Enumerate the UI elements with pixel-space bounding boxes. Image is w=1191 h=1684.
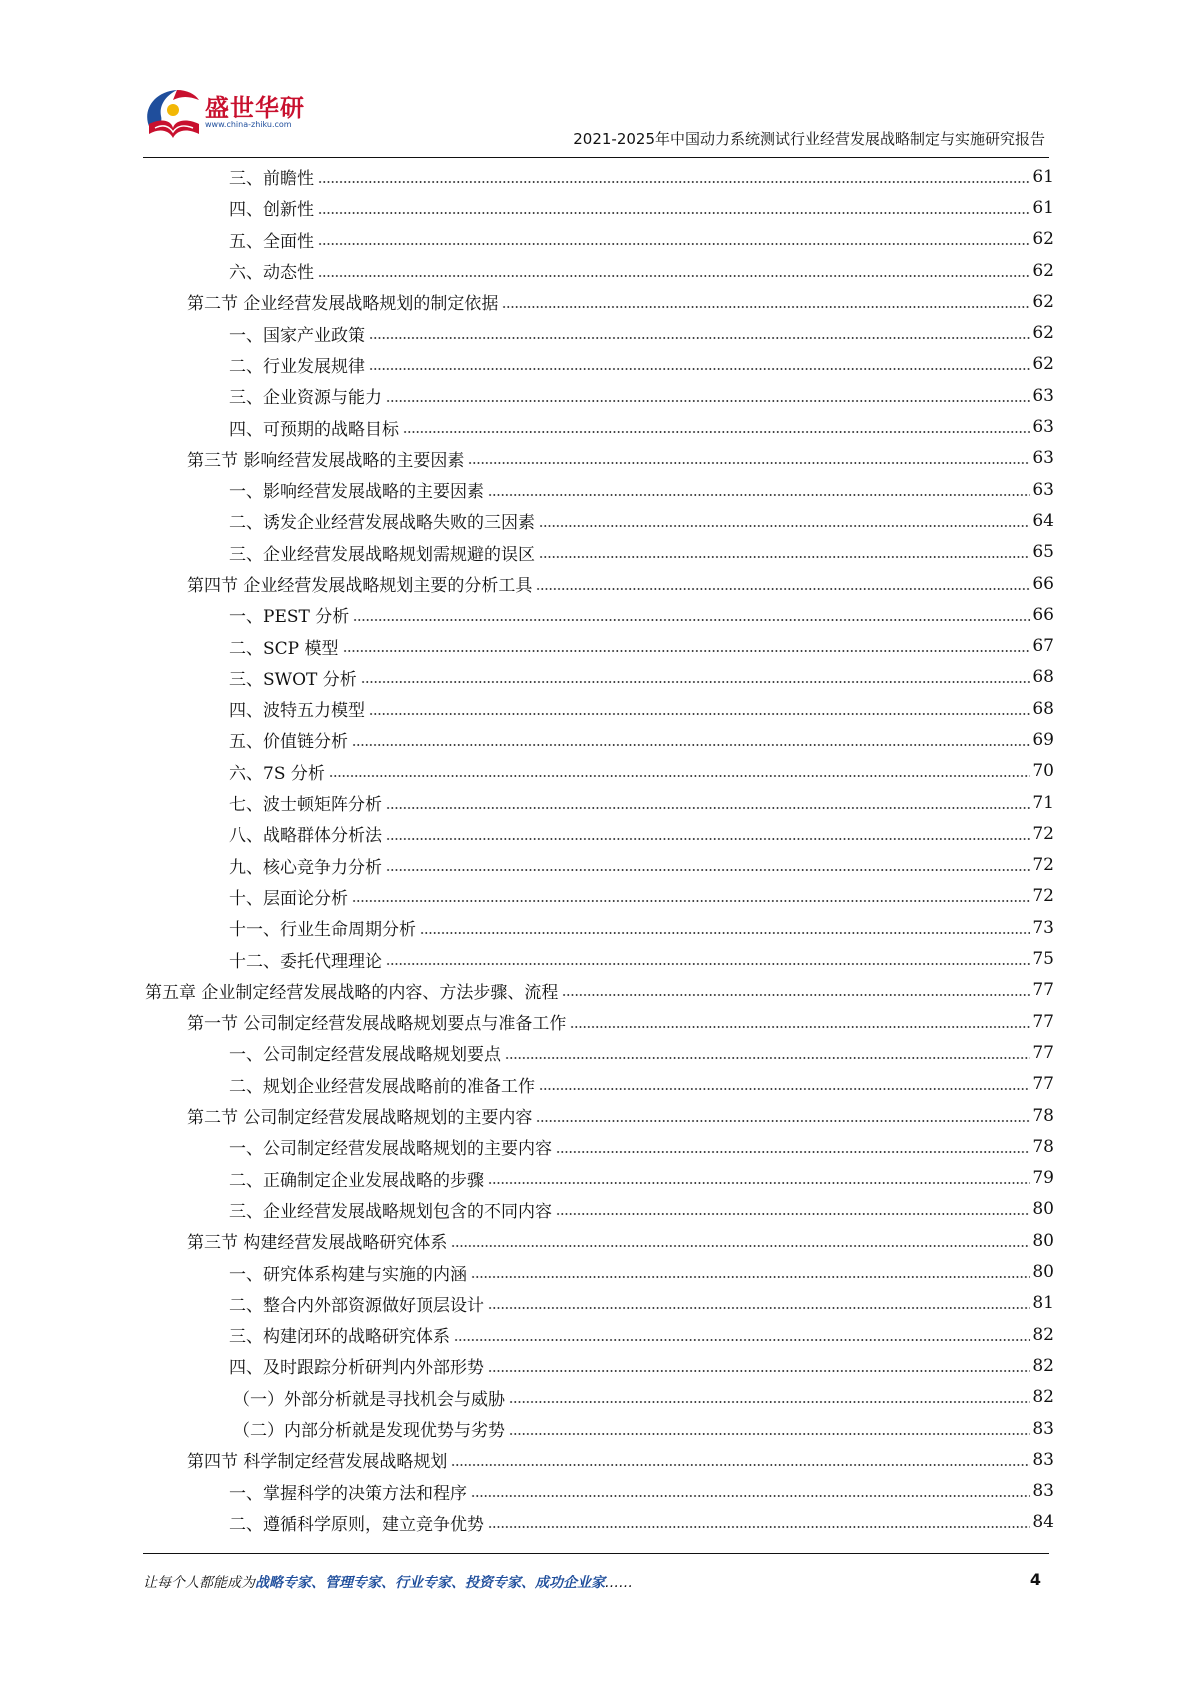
toc-entry-page: 83 <box>1032 1418 1054 1439</box>
toc-dot-leader <box>488 494 1030 496</box>
toc-dot-leader <box>318 275 1030 277</box>
toc-entry-title: 四、可预期的战略目标 <box>229 419 399 440</box>
toc-entry[interactable] <box>0 1194 1191 1225</box>
toc-dot-leader <box>454 1339 1030 1341</box>
toc-entry-title: 十、层面论分析 <box>229 888 348 909</box>
toc-entry[interactable] <box>0 787 1191 818</box>
toc-dot-leader <box>403 431 1030 433</box>
toc-entry-title: 五、价值链分析 <box>229 732 348 753</box>
toc-entry-page: 81 <box>1032 1293 1054 1314</box>
toc-dot-leader <box>352 744 1030 746</box>
toc-entry[interactable] <box>0 505 1191 536</box>
toc-entry-page: 77 <box>1032 1011 1054 1032</box>
toc-dot-leader <box>539 1088 1030 1090</box>
toc-entry-page: 63 <box>1032 385 1054 406</box>
toc-entry-page: 63 <box>1032 417 1054 438</box>
toc-dot-leader <box>556 1151 1030 1153</box>
toc-entry[interactable] <box>0 443 1191 474</box>
toc-entry-title: 一、影响经营发展战略的主要因素 <box>229 482 484 503</box>
toc-entry[interactable] <box>0 630 1191 661</box>
page-header <box>0 0 1191 160</box>
toc-entry[interactable] <box>0 1319 1191 1350</box>
toc-entry-page: 64 <box>1032 510 1054 531</box>
toc-entry[interactable] <box>0 317 1191 348</box>
toc-entry-title: 第四节 企业经营发展战略规划主要的分析工具 <box>187 576 533 596</box>
toc-entry[interactable] <box>0 1507 1191 1538</box>
toc-dot-leader <box>329 775 1030 777</box>
toc-entry[interactable] <box>0 568 1191 599</box>
toc-entry-page: 82 <box>1032 1387 1054 1408</box>
toc-entry-page: 66 <box>1032 604 1054 625</box>
toc-entry-page: 80 <box>1032 1230 1054 1251</box>
toc-dot-leader <box>488 1526 1030 1528</box>
toc-entry-title: 六、动态性 <box>229 263 314 284</box>
toc-entry-page: 71 <box>1032 792 1054 813</box>
toc-dot-leader <box>505 1057 1030 1059</box>
toc-dot-leader <box>471 1495 1030 1497</box>
toc-dot-leader <box>386 400 1030 402</box>
toc-entry-title: 七、波士顿矩阵分析 <box>229 795 382 816</box>
toc-entry-page: 62 <box>1032 354 1054 375</box>
toc-entry-page: 68 <box>1032 698 1054 719</box>
toc-entry[interactable] <box>0 286 1191 317</box>
toc-dot-leader <box>536 588 1030 590</box>
toc-dot-leader <box>361 681 1031 683</box>
toc-entry-page: 78 <box>1032 1136 1054 1157</box>
toc-entry[interactable] <box>0 756 1191 787</box>
toc-dot-leader <box>369 713 1030 715</box>
toc-dot-leader <box>556 1213 1030 1215</box>
toc-entry-title: 二、正确制定企业发展战略的步骤 <box>229 1170 484 1191</box>
toc-entry[interactable] <box>0 1444 1191 1475</box>
toc-entry[interactable] <box>0 1413 1191 1444</box>
toc-entry[interactable] <box>0 1225 1191 1256</box>
toc-entry-title: 三、前瞻性 <box>229 169 314 190</box>
toc-entry[interactable] <box>0 1382 1191 1413</box>
toc-entry-title: 三、企业经营发展战略规划需规避的误区 <box>229 544 535 565</box>
toc-entry[interactable] <box>0 1100 1191 1131</box>
brand-name: 盛世华研 <box>205 94 305 122</box>
toc-dot-leader <box>420 932 1030 934</box>
toc-entry-title: 第三节 构建经营发展战略研究体系 <box>187 1233 448 1254</box>
toc-dot-leader <box>509 1433 1030 1435</box>
toc-entry[interactable] <box>0 380 1191 411</box>
toc-entry-title: 四、创新性 <box>229 200 314 221</box>
toc-dot-leader <box>471 1276 1030 1278</box>
toc-entry-page: 72 <box>1032 823 1054 844</box>
toc-dot-leader <box>562 994 1030 996</box>
toc-entry[interactable] <box>0 192 1191 223</box>
toc-entry-title: 三、企业资源与能力 <box>229 388 382 409</box>
toc-entry-page: 77 <box>1032 1042 1054 1063</box>
toc-entry[interactable] <box>0 1069 1191 1100</box>
toc-entry-title: 四、波特五力模型 <box>229 701 365 722</box>
toc-entry-title: 三、构建闭环的战略研究体系 <box>229 1327 450 1348</box>
toc-entry[interactable] <box>0 693 1191 724</box>
toc-dot-leader <box>386 869 1030 871</box>
toc-entry[interactable] <box>0 818 1191 849</box>
toc-entry-title: 第二节 公司制定经营发展战略规划的主要内容 <box>187 1108 533 1129</box>
toc-entry[interactable] <box>0 224 1191 255</box>
toc-entry[interactable] <box>0 599 1191 630</box>
toc-entry-title: 一、国家产业政策 <box>229 325 365 346</box>
toc-entry-title: 四、及时跟踪分析研判内外部形势 <box>229 1358 484 1379</box>
toc-dot-leader <box>352 900 1030 902</box>
toc-entry-page: 75 <box>1032 949 1054 970</box>
toc-entry[interactable] <box>0 881 1191 912</box>
toc-entry-title: 一、PEST 分析 <box>229 607 350 628</box>
toc-entry-page: 62 <box>1032 229 1054 250</box>
toc-entry-title: 二、SCP 模型 <box>229 638 339 659</box>
toc-entry-title: 三、SWOT 分析 <box>229 669 357 690</box>
toc-entry-page: 63 <box>1032 479 1054 500</box>
toc-entry-page: 66 <box>1032 573 1054 594</box>
report-title: 2021-2025年中国动力系统测试行业经营发展战略制定与实施研究报告 <box>573 130 1045 148</box>
toc-dot-leader <box>451 1245 1030 1247</box>
toc-entry-page: 80 <box>1032 1199 1054 1220</box>
table-of-contents <box>0 161 1191 1538</box>
toc-dot-leader <box>468 462 1030 464</box>
footer-slogan <box>143 1572 633 1592</box>
toc-entry[interactable] <box>0 349 1191 380</box>
page-number: 4 <box>1029 1570 1041 1589</box>
toc-entry-page: 62 <box>1032 260 1054 281</box>
header-divider <box>143 157 1049 158</box>
book-swoosh-icon <box>143 84 203 146</box>
toc-entry-title: 二、规划企业经营发展战略前的准备工作 <box>229 1076 535 1097</box>
toc-dot-leader <box>451 1464 1030 1466</box>
toc-entry-page: 83 <box>1032 1449 1054 1470</box>
toc-dot-leader <box>488 1307 1030 1309</box>
toc-entry-title: 十二、委托代理理论 <box>229 951 382 972</box>
toc-entry[interactable] <box>0 1163 1191 1194</box>
toc-dot-leader <box>369 368 1030 370</box>
toc-entry-page: 70 <box>1032 761 1054 782</box>
toc-entry-page: 77 <box>1032 1074 1054 1095</box>
toc-entry-title: 三、企业经营发展战略规划包含的不同内容 <box>229 1201 552 1222</box>
toc-dot-leader <box>539 556 1030 558</box>
toc-entry-title: 二、整合内外部资源做好顶层设计 <box>229 1295 484 1316</box>
toc-entry-page: 68 <box>1032 667 1054 688</box>
toc-dot-leader <box>318 212 1030 214</box>
toc-entry-page: 65 <box>1032 542 1054 563</box>
toc-dot-leader <box>318 243 1030 245</box>
brand-logo <box>143 84 318 148</box>
toc-entry-page: 62 <box>1032 291 1054 312</box>
toc-dot-leader <box>386 963 1030 965</box>
toc-entry[interactable] <box>0 411 1191 442</box>
toc-dot-leader <box>353 619 1030 621</box>
footer-divider <box>143 1553 1049 1554</box>
toc-entry-page: 80 <box>1032 1262 1054 1283</box>
toc-entry-page: 79 <box>1032 1168 1054 1189</box>
toc-dot-leader <box>343 650 1031 652</box>
toc-entry-title: （一）外部分析就是寻找机会与威胁 <box>233 1389 505 1410</box>
toc-entry[interactable] <box>0 1131 1191 1162</box>
toc-entry-page: 72 <box>1032 855 1054 876</box>
toc-entry[interactable] <box>0 537 1191 568</box>
slogan-suffix: …… <box>605 1575 633 1591</box>
slogan-prefix: 让每个人都能成为 <box>143 1575 255 1591</box>
toc-dot-leader <box>502 306 1030 308</box>
toc-entry-page: 82 <box>1032 1324 1054 1345</box>
toc-entry-page: 69 <box>1032 729 1054 750</box>
toc-dot-leader <box>488 1182 1030 1184</box>
toc-dot-leader <box>509 1401 1030 1403</box>
toc-entry[interactable] <box>0 724 1191 755</box>
toc-dot-leader <box>318 181 1030 183</box>
toc-entry-title: 一、掌握科学的决策方法和程序 <box>229 1483 467 1504</box>
toc-entry-page: 78 <box>1032 1105 1054 1126</box>
toc-entry-title: 第五章 企业制定经营发展战略的内容、方法步骤、流程 <box>145 982 559 1003</box>
toc-entry-title: 五、全面性 <box>229 231 314 252</box>
toc-entry[interactable] <box>0 1006 1191 1037</box>
toc-entry-title: 八、战略群体分析法 <box>229 826 382 847</box>
toc-entry-title: 二、行业发展规律 <box>229 356 365 377</box>
toc-entry-title: 一、研究体系构建与实施的内涵 <box>229 1264 467 1285</box>
toc-entry-page: 62 <box>1032 323 1054 344</box>
toc-entry[interactable] <box>0 662 1191 693</box>
toc-entry[interactable] <box>0 912 1191 943</box>
toc-entry-title: 一、公司制定经营发展战略规划要点 <box>229 1045 501 1066</box>
toc-entry-page: 73 <box>1032 917 1054 938</box>
toc-entry-title: 二、诱发企业经营发展战略失败的三因素 <box>229 513 535 534</box>
toc-dot-leader <box>570 1026 1030 1028</box>
toc-entry-page: 63 <box>1032 448 1054 469</box>
toc-entry[interactable] <box>0 1288 1191 1319</box>
toc-dot-leader <box>386 807 1030 809</box>
toc-dot-leader <box>369 337 1030 339</box>
toc-entry[interactable] <box>0 943 1191 974</box>
toc-entry-page: 61 <box>1032 166 1054 187</box>
toc-entry-title: 二、遵循科学原则，建立竞争优势 <box>229 1514 484 1535</box>
toc-dot-leader <box>386 838 1030 840</box>
toc-entry[interactable] <box>0 255 1191 286</box>
brand-url: www.china-zhiku.com <box>205 120 292 129</box>
toc-entry-page: 82 <box>1032 1355 1054 1376</box>
toc-entry-page: 84 <box>1032 1512 1054 1533</box>
toc-entry-page: 61 <box>1032 197 1054 218</box>
toc-entry-title: 十一、行业生命周期分析 <box>229 920 416 941</box>
toc-entry-title: 九、核心竞争力分析 <box>229 857 382 878</box>
toc-entry-page: 77 <box>1032 980 1054 1001</box>
toc-entry[interactable] <box>0 975 1191 1006</box>
toc-entry-page: 67 <box>1032 636 1054 657</box>
toc-entry-page: 72 <box>1032 886 1054 907</box>
toc-entry-title: 第四节 科学制定经营发展战略规划 <box>187 1452 448 1473</box>
toc-entry[interactable] <box>0 1037 1191 1068</box>
toc-entry[interactable] <box>0 850 1191 881</box>
toc-entry-title: 六、7S 分析 <box>229 763 325 784</box>
toc-entry-title: 一、公司制定经营发展战略规划的主要内容 <box>229 1139 552 1160</box>
toc-entry[interactable] <box>0 1256 1191 1287</box>
toc-entry-title: 第一节 公司制定经营发展战略规划要点与准备工作 <box>187 1014 567 1035</box>
toc-entry-page: 83 <box>1032 1481 1054 1502</box>
toc-entry[interactable] <box>0 161 1191 192</box>
toc-entry-title: 第三节 影响经营发展战略的主要因素 <box>187 450 465 471</box>
toc-entry-title: （二）内部分析就是发现优势与劣势 <box>233 1421 505 1442</box>
toc-dot-leader <box>536 1120 1030 1122</box>
toc-entry[interactable] <box>0 1475 1191 1506</box>
toc-dot-leader <box>488 1370 1030 1372</box>
toc-entry-title: 第二节 企业经营发展战略规划的制定依据 <box>187 294 499 315</box>
toc-entry[interactable] <box>0 1350 1191 1381</box>
toc-dot-leader <box>539 525 1030 527</box>
slogan-highlight: 战略专家、管理专家、行业专家、投资专家、成功企业家 <box>255 1575 605 1591</box>
toc-entry[interactable] <box>0 474 1191 505</box>
